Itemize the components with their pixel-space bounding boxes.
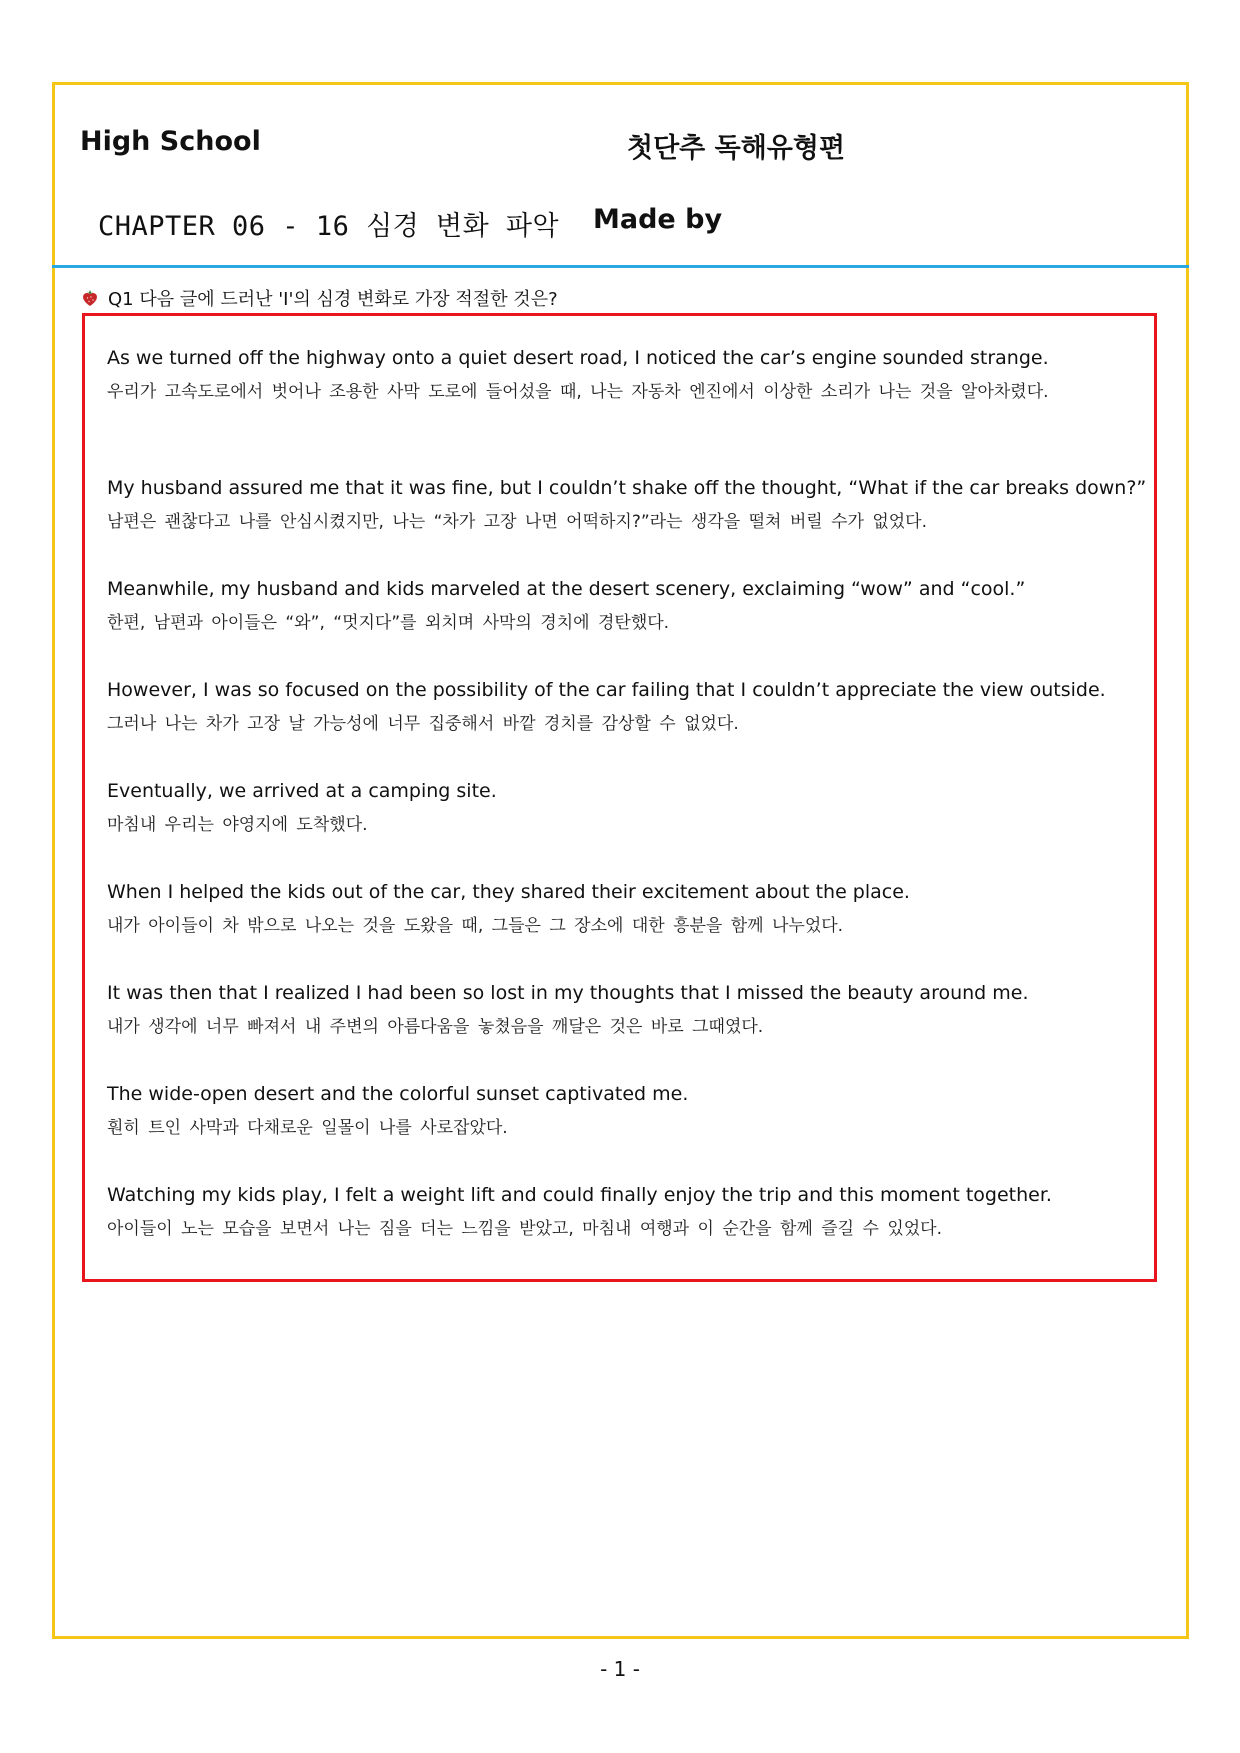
header-left-title: High School (80, 126, 261, 157)
sentence-english: It was then that I realized I had been so lost in my thoughts that I missed the beauty around me. (107, 982, 1029, 1004)
sentence-korean: 아이들이 노는 모습을 보면서 나는 짐을 더는 느낌을 받았고, 마침내 여행과 이 순간을 함께 즐길 수 있었다. (107, 1219, 942, 1239)
header-divider (52, 265, 1189, 268)
passage-paragraph (107, 1081, 1152, 1143)
sentence-english: The wide-open desert and the colorful sunset captivated me. (107, 1083, 689, 1105)
passage-paragraph (107, 980, 1152, 1042)
question-line (82, 285, 558, 311)
question-text: Q1 다음 글에 드러난 'I'의 심경 변화로 가장 적절한 것은? (108, 289, 558, 310)
made-by-label: Made by (593, 204, 723, 235)
sentence-english: Meanwhile, my husband and kids marveled at the desert scenery, exclaiming “wow” and “cool.” (107, 578, 1026, 600)
sentence-english: My husband assured me that it was fine, but I couldn’t shake off the thought, “What if the car breaks down?” (107, 477, 1147, 499)
sentence-korean: 우리가 고속도로에서 벗어나 조용한 사막 도로에 들어섰을 때, 나는 자동차 엔진에서 이상한 소리가 나는 것을 알아차렸다. (107, 382, 1049, 402)
sentence-english: When I helped the kids out of the car, they shared their excitement about the place. (107, 881, 910, 903)
sentence-korean: 내가 아이들이 차 밖으로 나오는 것을 도왔을 때, 그들은 그 장소에 대한 흥분을 함께 나누었다. (107, 916, 844, 936)
sentence-korean: 한편, 남편과 아이들은 “와”, “멋지다”를 외치며 사막의 경치에 경탄했다. (107, 613, 670, 633)
sentence-english: Eventually, we arrived at a camping site. (107, 780, 497, 802)
sentence-korean: 훤히 트인 사막과 다채로운 일몰이 나를 사로잡았다. (107, 1118, 508, 1138)
sentence-korean: 마침내 우리는 야영지에 도착했다. (107, 815, 368, 835)
passage-paragraph (107, 1182, 1152, 1244)
passage-paragraph (107, 677, 1152, 739)
sentence-english: As we turned off the highway onto a quiet desert road, I noticed the car’s engine sounded strange. (107, 347, 1049, 369)
sentence-english: Watching my kids play, I felt a weight lift and could finally enjoy the trip and this moment together. (107, 1184, 1052, 1206)
passage-paragraph (107, 475, 1152, 537)
sentence-korean: 내가 생각에 너무 빠져서 내 주변의 아름다움을 놓쳤음을 깨달은 것은 바로 그때였다. (107, 1017, 764, 1037)
sentence-korean: 그러나 나는 차가 고장 날 가능성에 너무 집중해서 바깥 경치를 감상할 수 없었다. (107, 714, 739, 734)
sentence-english: However, I was so focused on the possibility of the car failing that I couldn’t appreciate the view outside. (107, 679, 1106, 701)
chapter-title: CHAPTER 06 - 16 심경 변화 파악 (98, 211, 560, 242)
strawberry-icon (82, 289, 98, 307)
passage-paragraph (107, 576, 1152, 638)
passage-paragraph (94, 345, 1154, 407)
page-number: - 1 - (600, 1657, 640, 1681)
sentence-korean: 남편은 괜찮다고 나를 안심시켰지만, 나는 “차가 고장 나면 어떡하지?”라는 생각을 떨쳐 버릴 수가 없었다. (107, 512, 927, 532)
passage-paragraph (107, 778, 1152, 840)
passage-paragraph (107, 879, 1152, 941)
header-right-title: 첫단추 독해유형편 (627, 133, 846, 164)
